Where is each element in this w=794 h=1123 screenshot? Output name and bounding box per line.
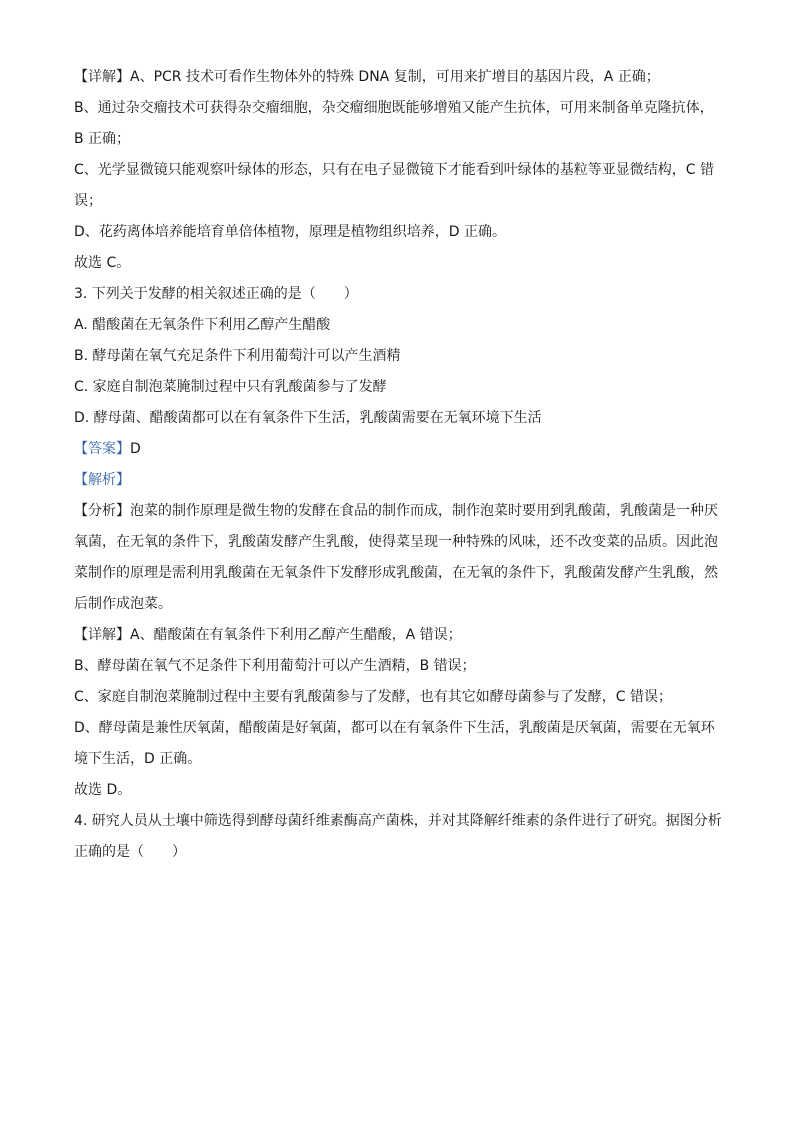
text-line: 境下生活，D 正确。	[74, 751, 202, 767]
text-line: B、通过杂交瘤技术可获得杂交瘤细胞，杂交瘤细胞既能够增殖又能产生抗体，可用来制备单克隆抗体，	[74, 100, 714, 116]
text-line: 故选 D。	[74, 782, 132, 798]
text-line: 【详解】A、PCR 技术可看作生物体外的特殊 DNA 复制，可用来扩增目的基因片段，A 正确；	[74, 69, 660, 85]
text-line: D、酵母菌是兼性厌氧菌，醋酸菌是好氧菌，都可以在有氧条件下生活，乳酸菌是厌氧菌，需要在无氧环	[74, 720, 715, 736]
text-line: C、光学显微镜只能观察叶绿体的形态，只有在电子显微镜下才能看到叶绿体的基粒等亚显微结构，C 错	[74, 162, 714, 178]
question-3-stem: 3. 下列关于发酵的相关叙述正确的是（ ）	[74, 286, 358, 302]
text-line: C、家庭自制泡菜腌制过程中主要有乳酸菌参与了发酵，也有其它如酵母菌参与了发酵，C 错误；	[74, 689, 672, 705]
text-line: 误；	[74, 193, 102, 209]
question-3-option-a: A. 醋酸菌在无氧条件下利用乙醇产生醋酸	[74, 317, 331, 333]
text-line: B 正确；	[74, 131, 131, 147]
text-line: B、酵母菌在氧气不足条件下利用葡萄汁可以产生酒精，B 错误；	[74, 658, 476, 674]
text-line: 菜制作的原理是需利用乳酸菌在无氧条件下发酵形成乳酸菌，在无氧的条件下，乳酸菌发酵产生乳酸，然	[74, 565, 718, 581]
question-3-option-c: C. 家庭自制泡菜腌制过程中只有乳酸菌参与了发酵	[74, 379, 387, 395]
text-line: 【分析】泡菜的制作原理是微生物的发酵在食品的制作而成，制作泡菜时要用到乳酸菌，乳酸菌是一种厌	[74, 503, 718, 519]
answer-line: 【答案】D	[74, 441, 141, 457]
question-3-option-d: D. 酵母菌、醋酸菌都可以在有氧条件下生活，乳酸菌需要在无氧环境下生活	[74, 410, 542, 426]
text-line: D、花药离体培养能培育单倍体植物，原理是植物组织培养，D 正确。	[74, 224, 507, 240]
question-4-stem: 4. 研究人员从土壤中筛选得到酵母菌纤维素酶高产菌株，并对其降解纤维素的条件进行了研究。据图分析	[74, 813, 722, 829]
analysis-heading	[74, 465, 724, 496]
text-line: 故选 C。	[74, 255, 131, 271]
question-4-stem-cont: 正确的是（ ）	[74, 844, 186, 860]
document-page	[74, 62, 724, 868]
text-line: 【详解】A、醋酸菌在有氧条件下利用乙醇产生醋酸，A 错误；	[74, 627, 462, 643]
answer-tag: 【答案】	[74, 441, 130, 457]
analysis-tag: 【解析】	[74, 472, 130, 488]
text-line: 氧菌，在无氧的条件下，乳酸菌发酵产生乳酸，使得菜呈现一种特殊的风味，还不改变菜的品质。因此泡	[74, 534, 718, 550]
question-3-option-b: B. 酵母菌在氧气充足条件下利用葡萄汁可以产生酒精	[74, 348, 401, 364]
text-line: 后制作成泡菜。	[74, 596, 172, 612]
